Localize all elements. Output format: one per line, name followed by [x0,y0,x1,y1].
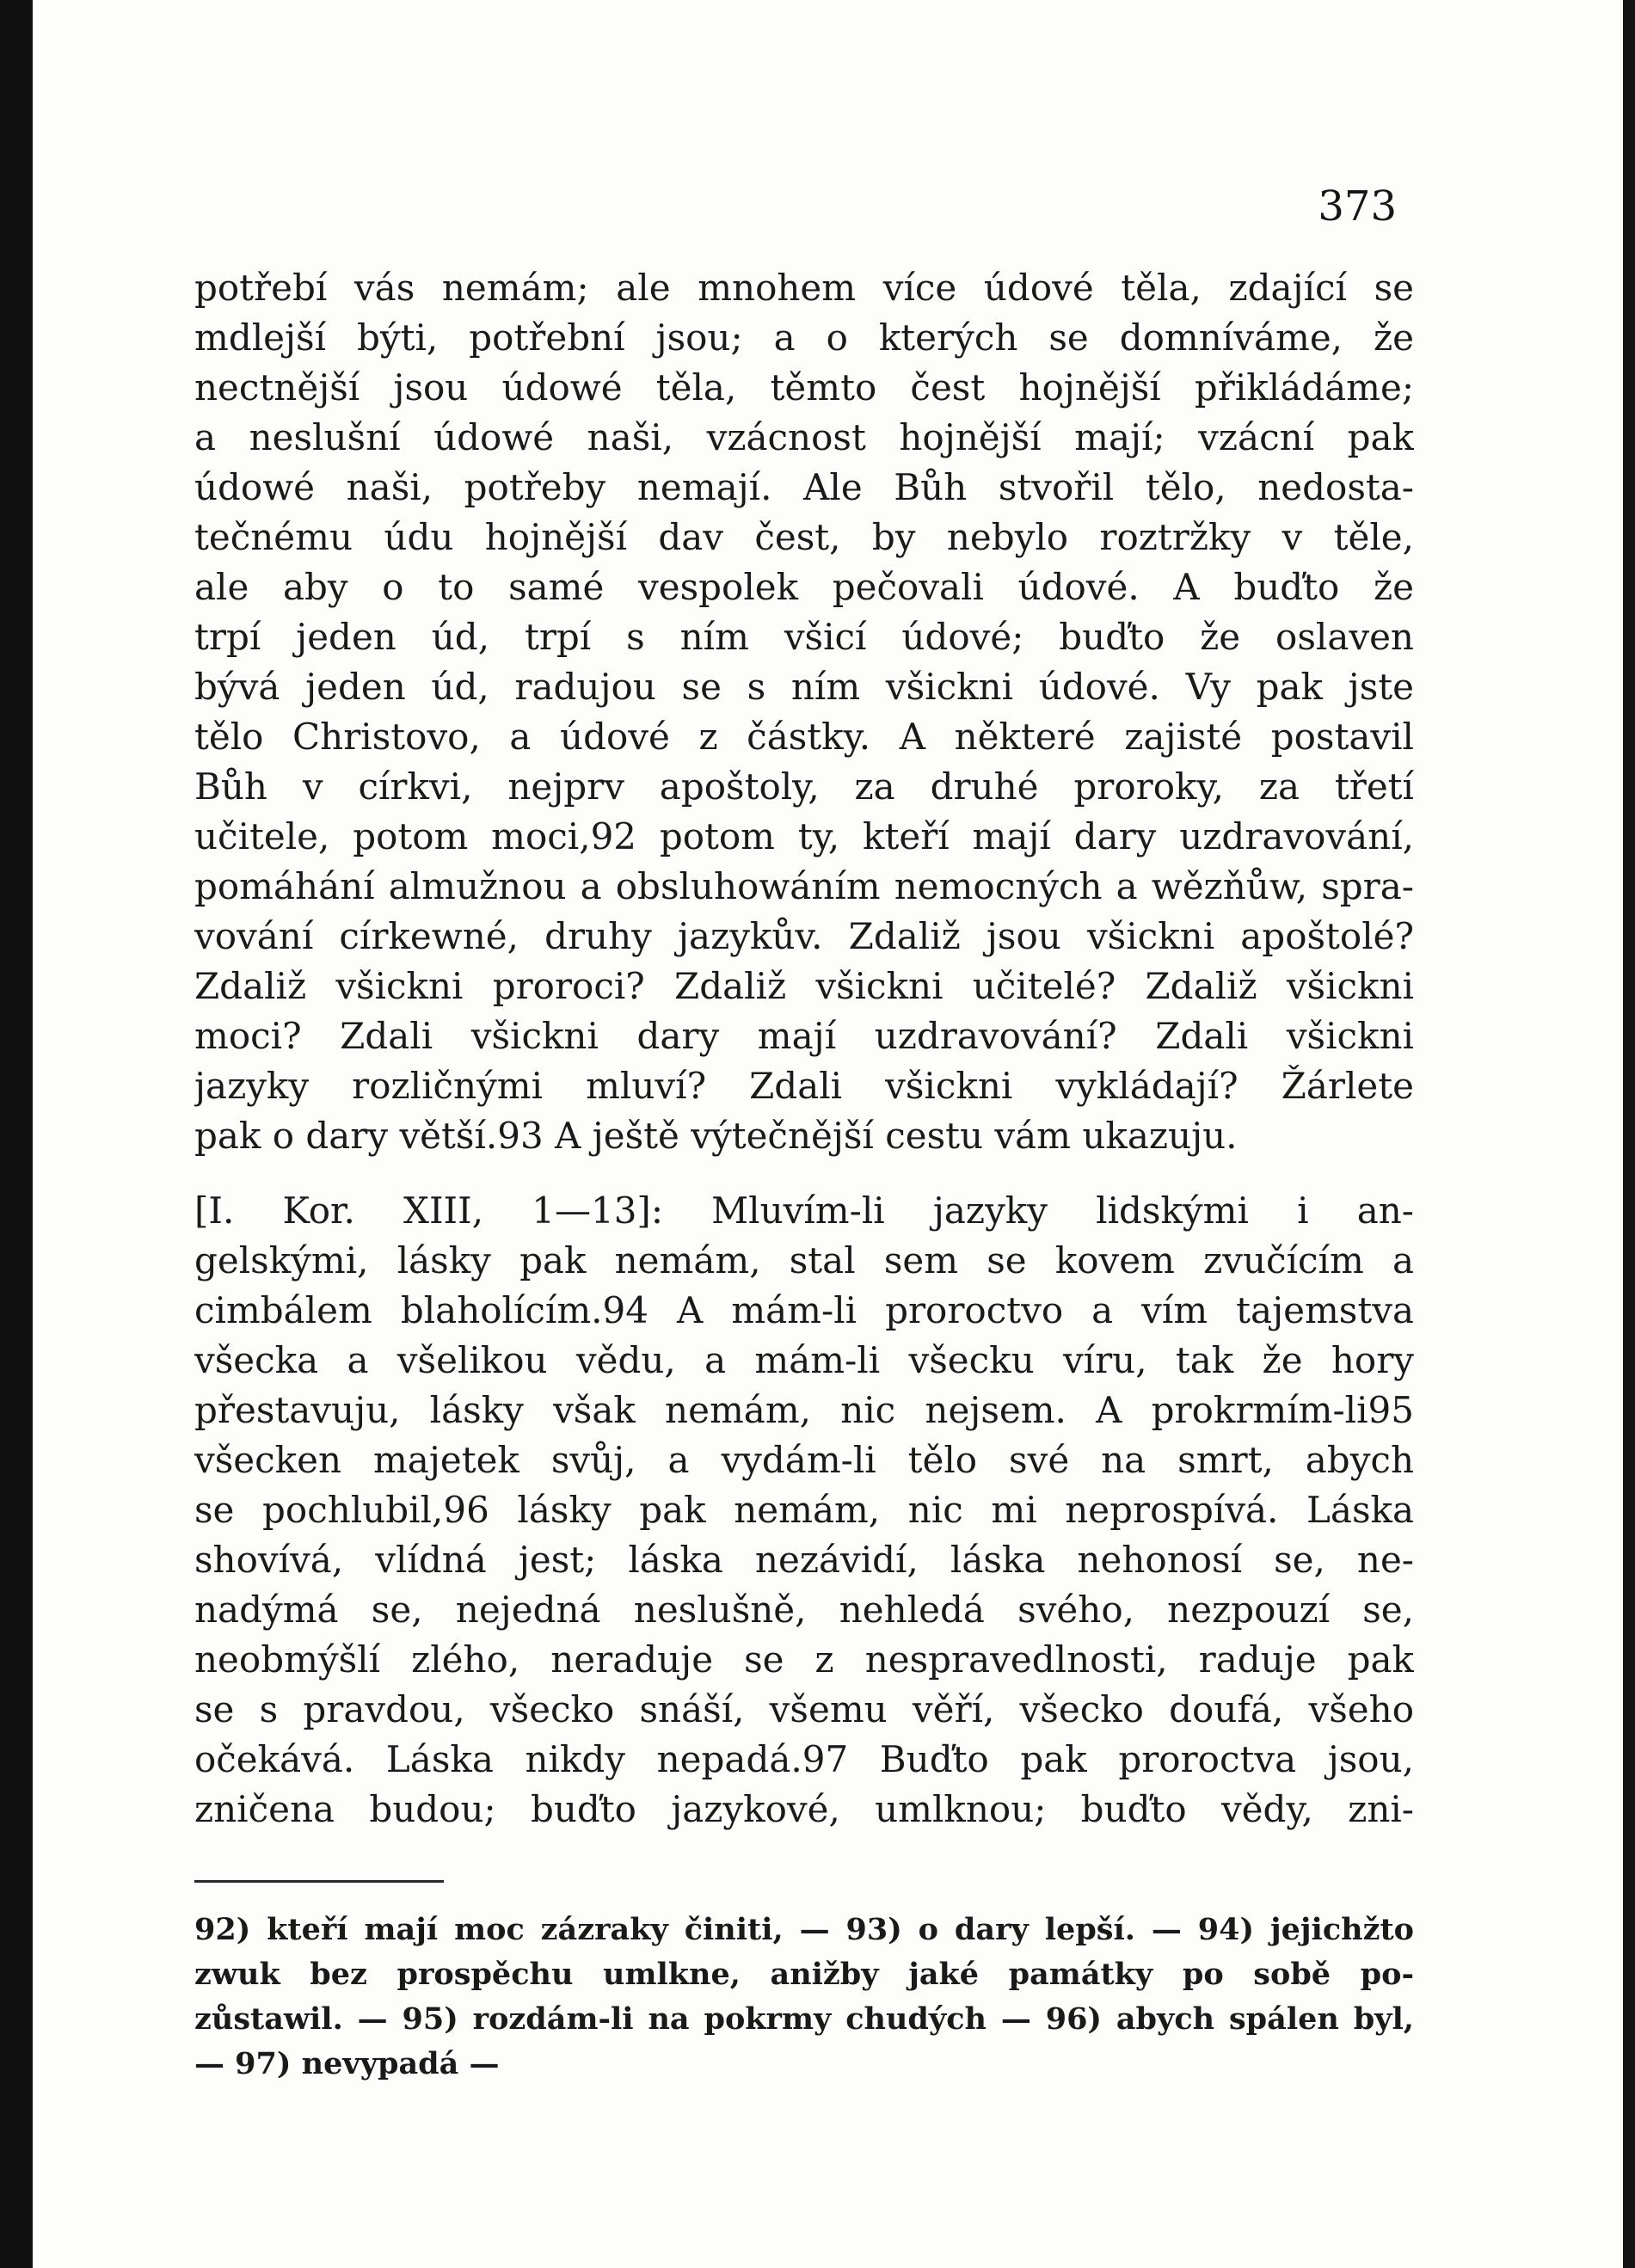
text-line: pomáhání almužnou a obsluhowáním nemocných a wězňůw, spra- [194,865,1414,907]
footnote-line: zůstawil. — 95) rozdám-li na pokrmy chudých — 96) abych spálen byl, [194,2001,1414,2037]
text-line: trpí jeden úd, trpí s ním všicí údové; buďto že oslaven [194,616,1414,658]
footnote-line: — 97) nevypadá — [194,2046,500,2081]
body-text-block-1 [194,263,1414,1161]
text-line: všecka a všelikou vědu, a mám-li všecku víru, tak že hory [194,1339,1414,1381]
body-text-block-2 [194,1186,1414,1835]
text-line: zničena budou; buďto jazykové, umlknou; buďto vědy, zni- [194,1788,1414,1830]
text-line: se pochlubil,96 lásky pak nemám, nic mi neprospívá. Láska [194,1489,1414,1531]
text-line: jazyky rozličnými mluví? Zdali všickni vykládají? Žárlete [194,1065,1414,1107]
text-line: shovívá, vlídná jest; láska nezávidí, láska nehonosí se, ne- [194,1539,1414,1581]
text-line: [I. Kor. XIII, 1—13]: Mluvím-li jazyky lidskými i an- [194,1189,1414,1232]
text-line: Bůh v církvi, nejprv apoštoly, za druhé proroky, za třetí [194,765,1414,808]
scan-edge-left [0,0,33,2268]
text-line: tečnému údu hojnější dav čest, by nebylo roztržky v těle, [194,516,1414,558]
text-line: gelskými, lásky pak nemám, stal sem se kovem zvučícím a [194,1239,1414,1282]
text-line: se s pravdou, všecko snáší, všemu věří, všecko doufá, všeho [194,1688,1414,1730]
scan-edge-right [1623,0,1635,2268]
text-line: přestavuju, lásky však nemám, nic nejsem. A prokrmím-li95 [194,1389,1414,1431]
text-line: tělo Christovo, a údové z částky. A některé zajisté postavil [194,716,1414,758]
text-line: moci? Zdali všickni dary mají uzdravování? Zdali všickni [194,1015,1414,1057]
text-line: nectnější jsou údowé těla, těmto čest hojnější přikládáme; [194,366,1414,409]
text-line: ale aby o to samé vespolek pečovali údové. A buďto že [194,566,1414,608]
text-line: neobmýšlí zlého, neraduje se z nespravedlnosti, raduje pak [194,1638,1414,1681]
footnotes-block [194,1908,1414,2087]
text-line: a neslušní údowé naši, vzácnost hojnější mají; vzácní pak [194,416,1414,458]
text-line: očekává. Láska nikdy nepadá.97 Buďto pak proroctva jsou, [194,1738,1414,1780]
text-line: bývá jeden úd, radujou se s ním všickni údové. Vy pak jste [194,666,1414,708]
text-line: údowé naši, potřeby nemají. Ale Bůh stvořil tělo, nedosta- [194,466,1414,508]
text-line: vování církewné, druhy jazykův. Zdaliž jsou všickni apoštolé? [194,915,1414,957]
text-line: nadýmá se, nejedná neslušně, nehledá svého, nezpouzí se, [194,1589,1414,1631]
footnote-line: 92) kteří mají moc zázraky činiti, — 93) o dary lepší. — 94) jejichžto [194,1912,1414,1947]
text-line: cimbálem blaholícím.94 A mám-li proroctvo a vím tajemstva [194,1289,1414,1331]
page-number: 373 [1318,182,1397,230]
text-line: pak o dary větší.93 A ještě výtečnější cestu vám ukazuju. [194,1115,1238,1157]
text-line: mdlejší býti, potřební jsou; a o kterých se domníváme, že [194,317,1414,359]
text-line: Zdaliž všickni proroci? Zdaliž všickni učitelé? Zdaliž všickni [194,965,1414,1007]
footnote-line: zwuk bez prospěchu umlkne, anižby jaké památky po sobě po- [194,1957,1414,1992]
text-line: všecken majetek svůj, a vydám-li tělo své na smrt, abych [194,1439,1414,1481]
text-line: potřebí vás nemám; ale mnohem více údové těla, zdající se [194,267,1414,309]
footnote-separator [194,1880,444,1883]
text-line: učitele, potom moci,92 potom ty, kteří mají dary uzdravování, [194,815,1414,857]
